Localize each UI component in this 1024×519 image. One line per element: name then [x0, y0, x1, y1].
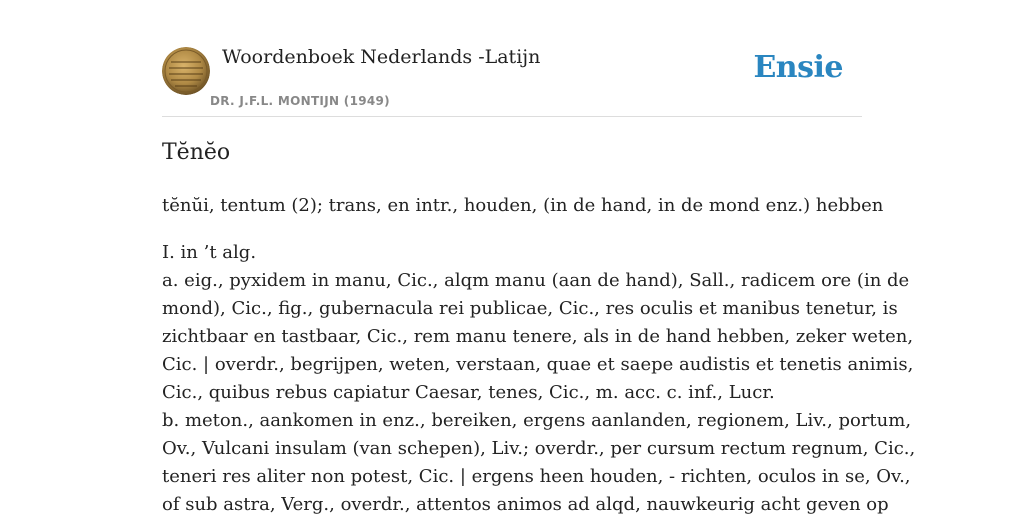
book-title[interactable]: Woordenboek Nederlands -Latijn — [222, 46, 541, 68]
definition-line: Cic. | overdr., begrijpen, weten, verstaan, quae et saepe audistis et tenetis animis, — [162, 354, 914, 375]
definition-line: I. in ’t alg. — [162, 242, 257, 263]
definition-line: a. eig., pyxidem in manu, Cic., alqm manu (aan de hand), Sall., radicem ore (in de — [162, 270, 910, 291]
definition-line: b. meton., aankomen in enz., bereiken, ergens aanlanden, regionem, Liv., portum, — [162, 410, 912, 431]
entry-definition — [162, 239, 916, 519]
brand-logo[interactable]: Ensie — [753, 50, 843, 85]
definition-line: zichtbaar en tastbaar, Cic., rem manu tenere, als in de hand hebben, zeker weten, — [162, 326, 914, 347]
definition-line: of sub astra, Verg., overdr., attentos animos ad alqd, nauwkeurig acht geven op — [162, 494, 889, 515]
entry-headword: Tĕnĕo — [162, 140, 231, 165]
definition-line: Ov., Vulcani insulam (van schepen), Liv.; overdr., per cursum rectum regnum, Cic., — [162, 438, 916, 459]
entry-forms: tĕnŭi, tentum (2); trans, en intr., houden, (in de hand, in de mond enz.) hebben — [162, 195, 884, 216]
definition-line: teneri res aliter non potest, Cic. | ergens heen houden, - richten, oculos in se, Ov., — [162, 466, 911, 487]
definition-line: Cic., quibus rebus capiatur Caesar, tenes, Cic., m. acc. c. inf., Lucr. — [162, 382, 775, 403]
definition-line: mond), Cic., fig., gubernacula rei publicae, Cic., res oculis et manibus tenetur, is — [162, 298, 898, 319]
medallion-icon[interactable] — [162, 47, 210, 95]
author-byline: DR. J.F.L. MONTIJN (1949) — [210, 94, 390, 108]
header — [162, 42, 862, 117]
